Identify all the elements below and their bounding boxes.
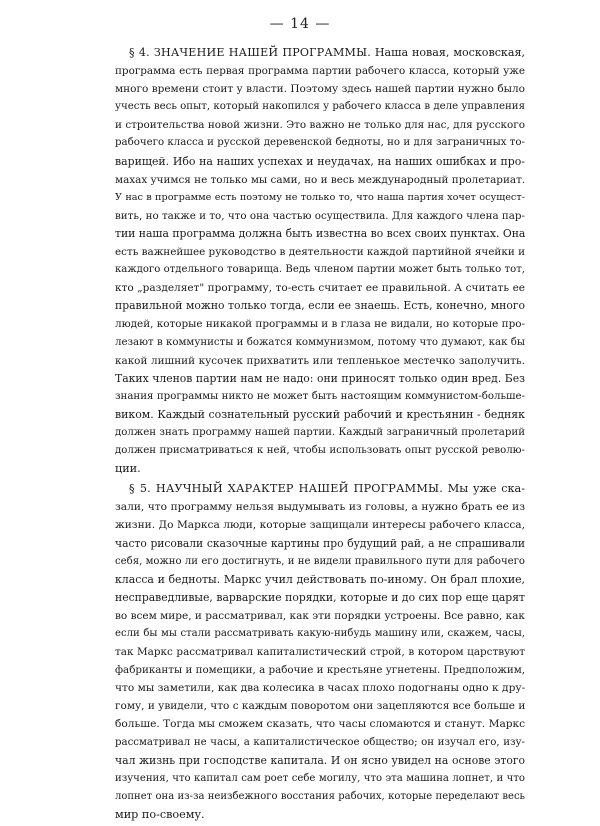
- text-line: во всем мире, и рассматривал, как эти порядки устроены. Все равно, как: [115, 609, 525, 622]
- text-line: ции.: [115, 462, 141, 476]
- text-line: себя, можно ли его достигнуть, и не видели правильного пути для рабочего: [115, 555, 525, 567]
- text-line: зали, что программу нельзя выдумывать из головы, а нужно брать ее из: [115, 501, 525, 514]
- section-4-title: § 4. ЗНАЧЕНИЕ НАШЕЙ ПРОГРАММЫ.: [129, 46, 371, 59]
- text-line: лопнет она из-за неизбежного восстания рабочих, которые переделают весь: [115, 790, 525, 802]
- text-line: вить, но также и то, что она частью осуществила. Для каждого члена пар-: [115, 209, 525, 222]
- text-line: фабриканты и помещики, а рабочие и крестьяне угнетены. Предположим,: [115, 664, 525, 677]
- text-line: махах учимся не только мы сами, но и весь международный пролетариат.: [115, 173, 525, 186]
- section-5-paragraph: [115, 480, 525, 824]
- text-line: лезают в коммунисты и божатся коммунизмом, потому что думают, как бы: [115, 336, 525, 348]
- text-line: гому, и увидели, что с каждым поворотом они зацепляются все больше и: [115, 700, 525, 713]
- section-5-title: § 5. НАУЧНЫЙ ХАРАКТЕР НАШЕЙ ПРОГРАММЫ.: [129, 482, 443, 496]
- text-line: правильной можно только тогда, если ее знаешь. Есть, конечно, много: [115, 299, 525, 313]
- text-line: так Маркс рассматривал капиталистический строй, в котором царствуют: [115, 646, 525, 659]
- text-line: много времени стоит у власти. Поэтому здесь нашей партии нужно было: [115, 83, 525, 96]
- section-4-line-1-text: Наша новая, московская,: [374, 46, 525, 59]
- text-line: учесть весь опыт, который накопился у рабочего класса в деле управления: [115, 101, 525, 113]
- text-line: несправедливые, варварские порядки, которые и до сих пор еще царят: [115, 590, 525, 604]
- text-line: класса и бедноты. Маркс учил действовать по-иному. Он брал плохие,: [115, 572, 525, 586]
- text-line: мир по-своему.: [115, 807, 205, 821]
- text-line: и строительства новой жизни. Это важно не только для нас, для русского: [115, 119, 525, 132]
- text-line: Таких членов партии нам не надо: они приносят только один вред. Без: [115, 371, 525, 385]
- text-line: какой лишний кусочек прихватить или тепленькое местечко заполучить.: [115, 354, 525, 367]
- text-line: программа есть первая программа партии рабочего класса, который уже: [115, 65, 525, 78]
- page-number: — 14 —: [269, 16, 331, 32]
- text-line: если бы мы стали рассматривать какую-нибудь машину или, скажем, часы,: [115, 628, 525, 639]
- text-line: рабочего класса и русской деревенской бедноты, но и для заграничных то-: [115, 137, 525, 149]
- text-line: изучения, что капитал сам роет себе могилу, что эта машина лопнет, и что: [115, 772, 525, 784]
- text-line: У нас в программе есть поэтому не только то, что наша партия хочет осущест-: [115, 191, 525, 203]
- text-line: должен знать программу нашей партии. Каждый заграничный пролетарий: [115, 426, 525, 438]
- text-line: варищей. Ибо на наших успехах и неудачах, на наших ошибках и про-: [115, 154, 525, 168]
- text-line: каждого отдельного товарища. Ведь членом партии может быть только тот,: [115, 264, 525, 276]
- text-line: тии наша программа должна быть известна во всех своих пунктах. Она: [115, 226, 525, 240]
- text-line: должен присматриваться к ней, чтобы использовать опыт русской револю-: [115, 445, 525, 457]
- section-4-paragraph: [115, 44, 525, 478]
- text-line: чал жизнь при господстве капитала. И он ясно увидел на основе этого: [115, 753, 525, 767]
- text-line: есть важнейшее руководство в деятельности каждой партийной ячейки и: [115, 246, 525, 259]
- text-line: часто рисовали сказочные картины про будущий рай, а не спрашивали: [115, 536, 525, 550]
- section-4-line-1: [115, 44, 525, 62]
- text-block: [115, 44, 525, 826]
- text-line: больше. Тогда мы сможем сказать, что часы сломаются и станут. Маркс: [115, 718, 525, 731]
- text-line: рассматривал не часы, а капиталистическое общество; он изучал его, изу-: [115, 736, 525, 748]
- section-5-line-1: [115, 480, 525, 498]
- text-line: жизни. До Маркса люди, которые защищали интересы рабочего класса,: [115, 519, 525, 532]
- text-line: кто „разделяет" программу, то-есть считает ее правильной. А считать ее: [115, 282, 525, 295]
- text-line: что мы заметили, как два колесика в часах плохо подогнаны одно к дру-: [115, 682, 525, 695]
- text-line: виком. Каждый сознательный русский рабочий и крестьянин - бедняк: [115, 407, 525, 421]
- text-line: людей, которые никакой программы и в глаза не видали, но которые про-: [115, 318, 525, 331]
- section-5-line-1-text: Мы уже ска-: [447, 482, 525, 496]
- text-line: знания программы никто не может быть настоящим коммунистом-больше-: [115, 390, 525, 402]
